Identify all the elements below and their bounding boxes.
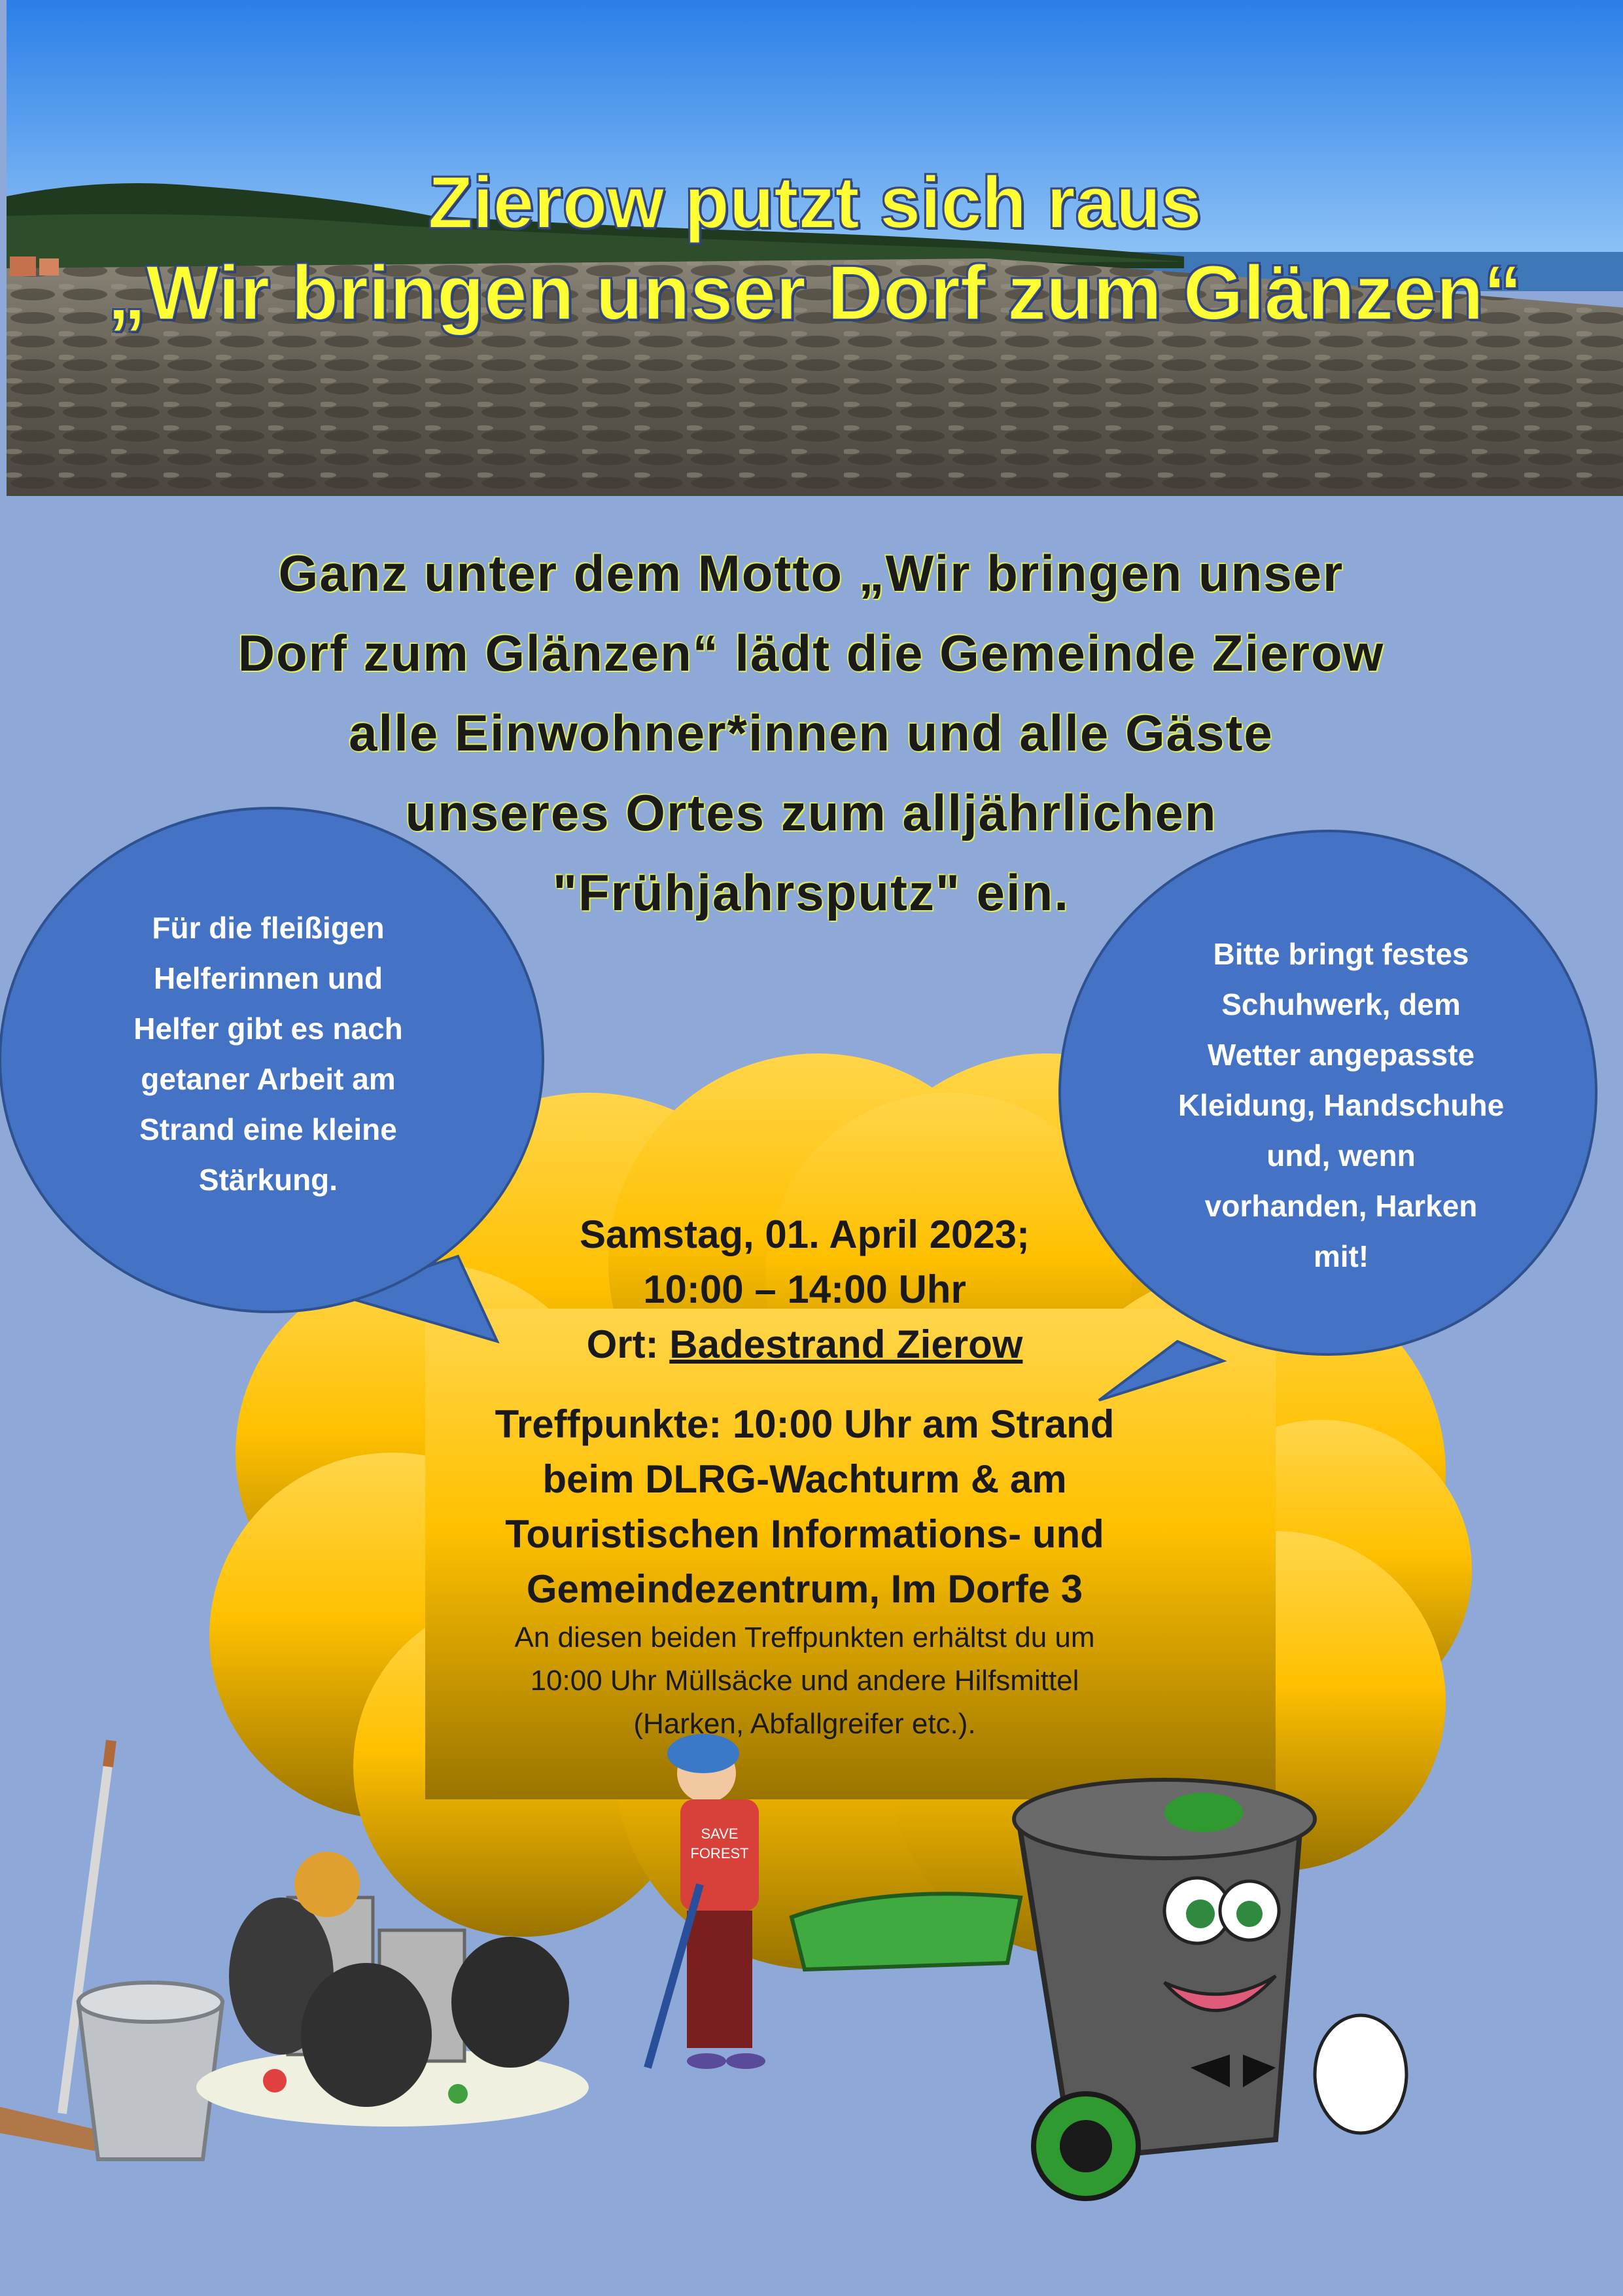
location-label: Ort: xyxy=(586,1322,670,1366)
bubble-right-line: Kleidung, Handschuhe xyxy=(1178,1088,1505,1122)
meeting-note xyxy=(379,1616,1230,1746)
intro-line: Ganz unter dem Motto „Wir bringen unser xyxy=(278,544,1344,602)
bubble-left-line: Stärkung. xyxy=(198,1163,338,1197)
title-line-1: Zierow putzt sich raus xyxy=(428,162,1202,243)
intro-text xyxy=(157,533,1465,932)
bubble-left-text xyxy=(98,903,438,1205)
meeting-note-line: An diesen beiden Treffpunkten erhältst du um xyxy=(514,1621,1095,1653)
bubble-left-line: Strand eine kleine xyxy=(139,1112,397,1146)
bucket-illustration xyxy=(79,1983,222,2159)
event-time: 10:00 – 14:00 Uhr xyxy=(643,1267,966,1311)
bubble-right-line: Schuhwerk, dem xyxy=(1221,987,1461,1021)
title-line-2: „Wir bringen unser Dorf zum Glänzen“ xyxy=(107,250,1522,336)
event-date: Samstag, 01. April 2023; xyxy=(579,1212,1030,1256)
intro-line: alle Einwohner*innen und alle Gäste xyxy=(349,704,1274,762)
meeting-note-line: 10:00 Uhr Müllsäcke und andere Hilfsmittel xyxy=(530,1665,1079,1697)
meeting-line: beim DLRG-Wachturm & am xyxy=(542,1457,1067,1501)
location-name: Badestrand Zierow xyxy=(669,1322,1023,1366)
event-details xyxy=(379,1207,1230,1372)
meeting-line: Touristischen Informations- und xyxy=(505,1512,1104,1556)
shirt-text-save: SAVE xyxy=(701,1826,739,1842)
bubble-right-line: Bitte bringt festes xyxy=(1213,937,1469,971)
meeting-note-line: (Harken, Abfallgreifer etc.). xyxy=(633,1708,976,1740)
bubble-right-line: Wetter angepasste xyxy=(1207,1038,1475,1072)
bubble-left-line: Helferinnen und xyxy=(153,961,383,995)
meeting-line: Gemeindezentrum, Im Dorfe 3 xyxy=(526,1567,1083,1611)
shirt-text-forest: FOREST xyxy=(690,1845,749,1862)
intro-line: Dorf zum Glänzen“ lädt die Gemeinde Zierow xyxy=(237,624,1385,682)
intro-line: unseres Ortes zum alljährlichen xyxy=(405,784,1217,841)
intro-line: "Frühjahrsputz" ein. xyxy=(553,864,1070,921)
bubble-right-line: und, wenn xyxy=(1266,1139,1416,1173)
bubble-right-line: mit! xyxy=(1313,1239,1369,1273)
bubble-left-line: Für die fleißigen xyxy=(152,911,385,945)
event-location-row xyxy=(379,1317,1230,1372)
bubble-left-line: Helfer gibt es nach xyxy=(133,1012,403,1046)
meeting-line: Treffpunkte: 10:00 Uhr am Strand xyxy=(495,1402,1115,1446)
meeting-points xyxy=(379,1397,1230,1617)
bubble-right-line: vorhanden, Harken xyxy=(1204,1189,1478,1223)
bubble-left-line: getaner Arbeit am xyxy=(141,1062,396,1096)
